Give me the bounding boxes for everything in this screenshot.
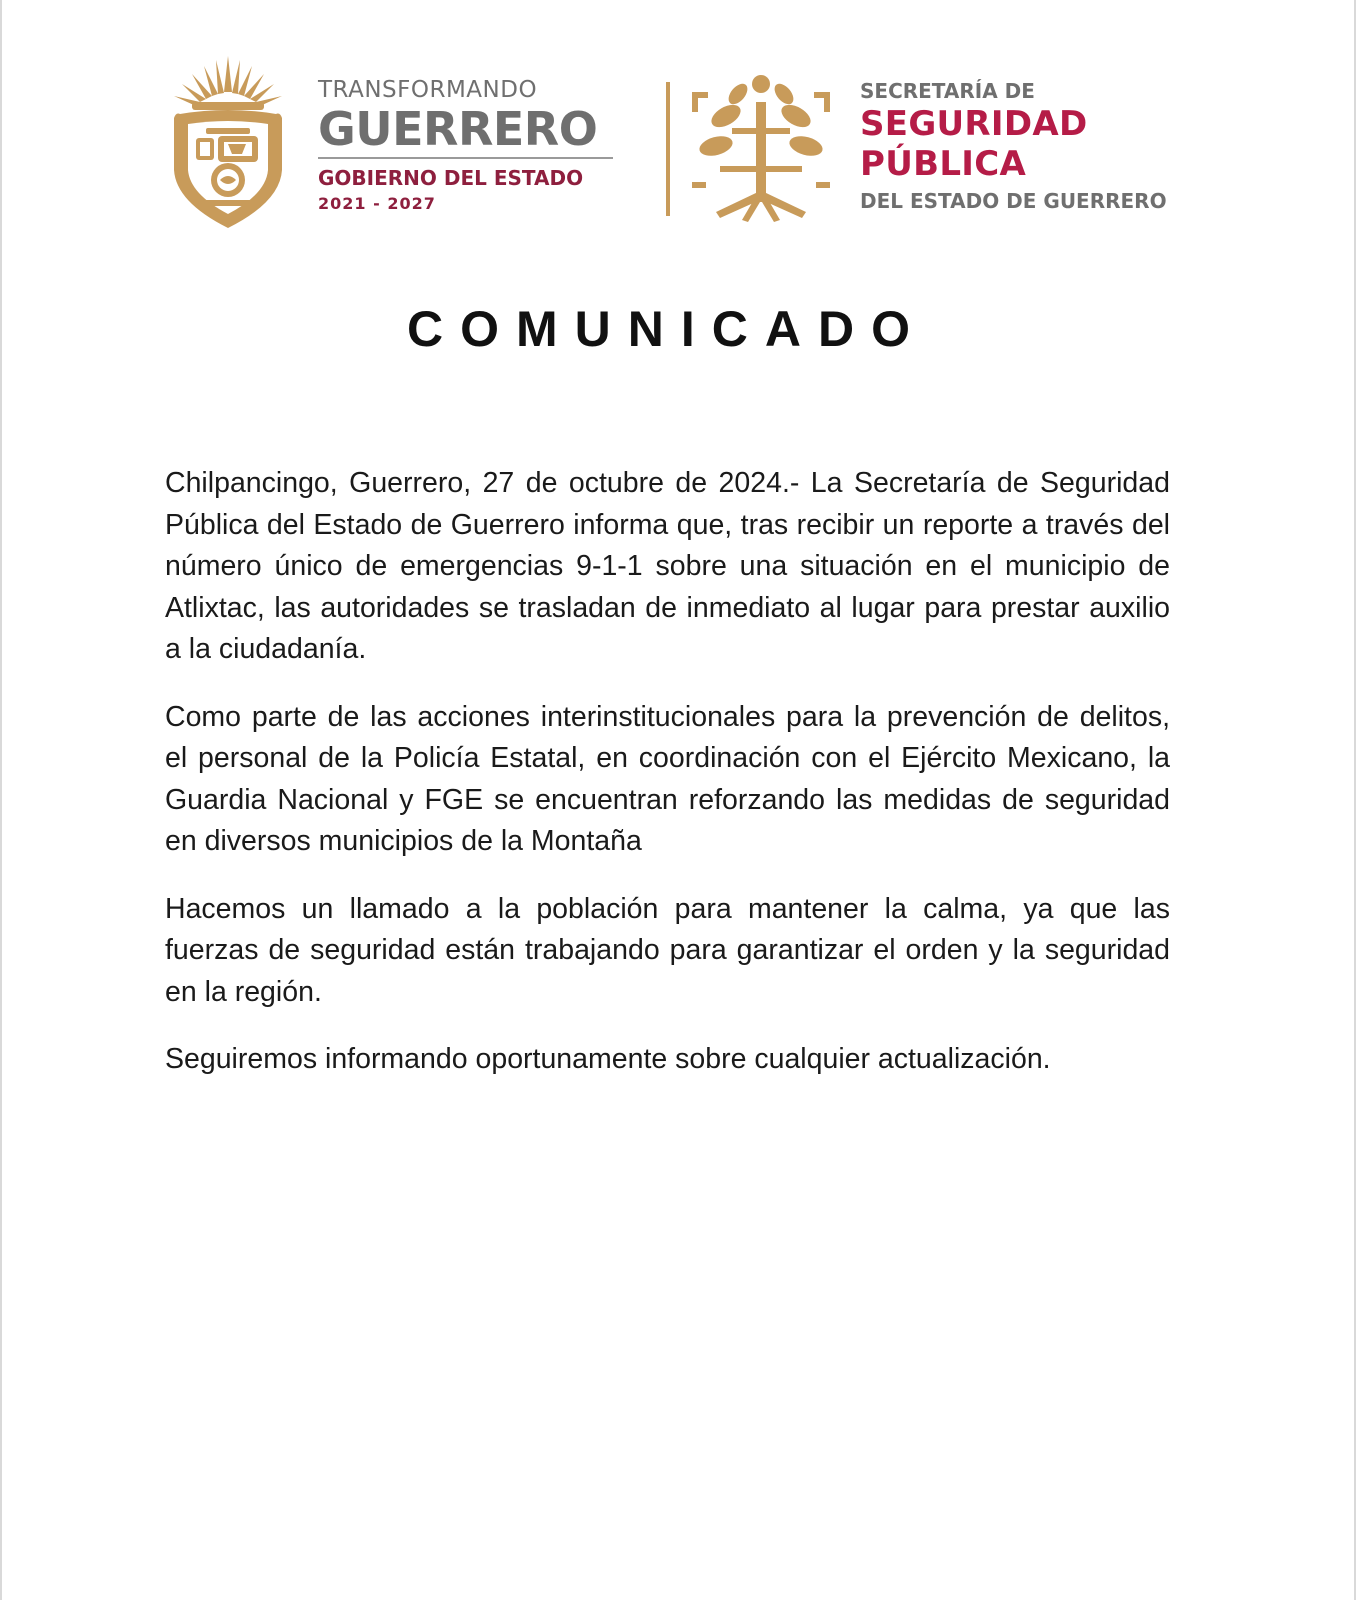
document-body (165, 463, 1170, 1107)
paragraph-3: Hacemos un llamado a la población para mantener la calma, ya que las fuerzas de seguridad están trabajando para garantizar el orden y la seguridad en la región. (165, 892, 1170, 1008)
letterhead (166, 48, 1206, 238)
ssp-logo-main-line2: PÚBLICA (860, 144, 1027, 184)
gov-logo-rule (318, 157, 613, 159)
paragraph-1: Chilpancingo, Guerrero, 27 de octubre de 2024.- La Secretaría de Seguridad Pública del Estado de Guerrero informa que, tras recibir un reporte a través del número único de emergencias 9-1-1 sobre una situación en el municipio de Atlixtac, las autoridades se trasladan de inmediato al lugar para prestar auxilio a la ciudadanía. (165, 467, 1170, 665)
gov-logo-top: TRANSFORMANDO (318, 77, 538, 103)
gov-logo-years: 2021 - 2027 (318, 194, 436, 213)
gov-logo-sub: GOBIERNO DEL ESTADO (318, 166, 584, 190)
paragraph-4: Seguiremos informando oportunamente sobre cualquier actualización. (165, 1043, 1051, 1075)
gov-logo-text (318, 76, 618, 215)
guerrero-state-crest-icon (166, 52, 290, 232)
paragraph-2: Como parte de las acciones interinstitucionales para la prevención de delitos, el personal de la Policía Estatal, en coordinación con el Ejército Mexicano, la Guardia Nacional y FGE se encuentran reforzando las medidas de seguridad en diversos municipios de la Montaña (165, 700, 1170, 857)
ssp-logo-text (860, 78, 1200, 214)
gov-logo-main: GUERRERO (318, 102, 598, 156)
tree-emblem-icon (686, 72, 836, 222)
ssp-logo-main-line1: SEGURIDAD (860, 104, 1088, 144)
ssp-logo-top: SECRETARÍA DE (860, 79, 1035, 103)
ssp-logo-bottom: DEL ESTADO DE GUERRERO (860, 189, 1167, 213)
logo-divider (666, 82, 670, 216)
document-title: COMUNICADO (407, 301, 927, 357)
